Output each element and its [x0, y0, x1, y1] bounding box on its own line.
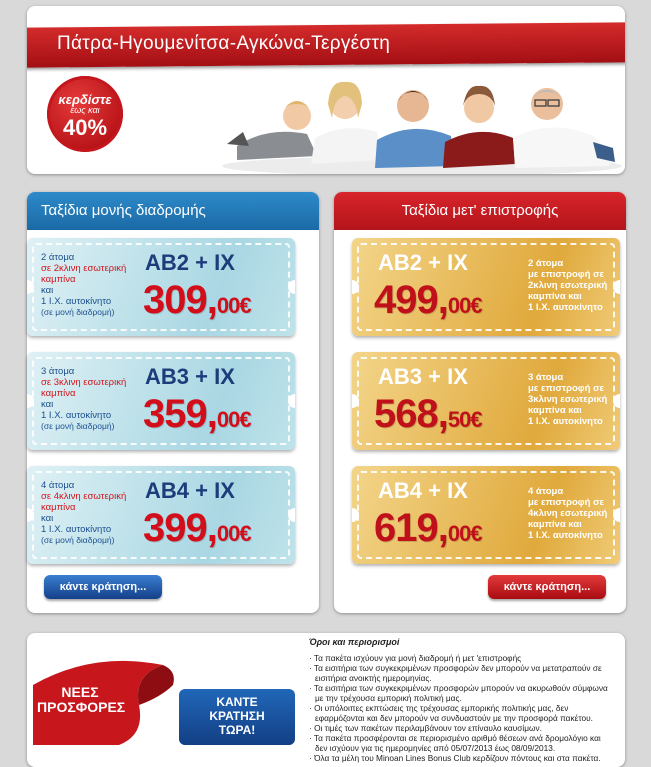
return-title: Ταξίδια μετ' επιστροφής [334, 192, 626, 230]
offer-car: 1 Ι.Χ. αυτοκίνητο [41, 524, 112, 535]
offer-persons: 2 άτομα [41, 252, 75, 263]
book-now-line2: ΚΡΑΤΗΣΗ [209, 709, 265, 723]
terms-title: Όροι και περιορισμοί [309, 637, 400, 647]
badge-text-win: κερδίστε [58, 92, 112, 107]
terms-item: · Οι υπόλοιπες εκπτώσεις της τρέχουσας εμπορικής πολιτικής μας, δεν εφαρμόζονται και δεν μπορούν να συνδυαστούν με την προσφορά πακέτου. [309, 703, 615, 723]
family-photo [217, 66, 625, 174]
offer-price: 399,00€ [143, 506, 251, 550]
terms-item: · Τα πακέτα ισχύουν για μονή διαδρομή ή μετ 'επιστροφής [309, 653, 615, 663]
return-offer-ab2[interactable] [352, 238, 620, 336]
offer-code: AB4 + IX [378, 478, 468, 503]
offer-note: (σε μονή διαδρομή) [41, 535, 115, 545]
offer-price: 619,00€ [374, 506, 482, 550]
offer-car: 1 Ι.Χ. αυτοκίνητο [41, 296, 112, 307]
offer-code: AB2 + IX [378, 250, 468, 275]
offer-description [528, 486, 616, 541]
offer-note: (σε μονή διαδρομή) [41, 421, 115, 431]
offer-cabin: με επιστροφή σε 2κλινη εσωτερική καμπίνα και [528, 269, 608, 302]
terms-item: · Τα πακέτα προσφέρονται σε περιορισμένο αριθμό θέσεων ανά δρομολόγιο και δεν ισχύουν για τις ημερομηνίες από 05/07/2013 έως 08/09/2013. [309, 733, 615, 753]
offer-description [528, 372, 616, 427]
book-now-line1: ΚΑΝΤΕ [216, 695, 258, 709]
return-offer-ab4[interactable] [352, 466, 620, 564]
offer-and: και [41, 399, 54, 410]
offer-cabin: με επιστροφή σε 4κλινη εσωτερική καμπίνα και [528, 497, 608, 530]
offer-description [41, 366, 151, 432]
one-way-offer-ab4[interactable] [27, 466, 295, 564]
offer-cabin: σε 3κλινη εσωτερική καμπίνα [41, 377, 127, 399]
offer-persons: 4 άτομα [41, 480, 75, 491]
offer-and: και [41, 513, 54, 524]
page-title: Πάτρα-Ηγουμενίτσα-Αγκώνα-Τεργέστη [57, 33, 391, 54]
one-way-book-button[interactable]: κάντε κράτηση... [44, 575, 162, 599]
return-offer-ab3[interactable] [352, 352, 620, 450]
return-book-button[interactable]: κάντε κράτηση... [488, 575, 606, 599]
new-offers-label [37, 684, 126, 715]
offer-price: 359,00€ [143, 392, 251, 436]
terms-section [309, 637, 615, 763]
bottom-banner [27, 633, 625, 767]
offer-cabin: σε 2κλινη εσωτερική καμπίνα [41, 263, 127, 285]
badge-percent: 40% [62, 115, 108, 140]
offer-car: 1 Ι.Χ. αυτοκίνητο [528, 416, 603, 427]
terms-list [309, 653, 615, 763]
offer-code: AB3 + IX [145, 364, 235, 389]
offer-description [528, 258, 616, 313]
offer-and: και [41, 285, 54, 296]
offer-persons: 3 άτομα [528, 372, 564, 383]
book-now-button[interactable] [179, 689, 295, 745]
offer-code: AB3 + IX [378, 364, 468, 389]
offer-description [41, 480, 151, 546]
terms-item: · Τα εισιτήρια των συγκεκριμένων προσφορών δεν μπορούν να μετατραπούν σε εισιτήρια ανοικτής ημερομηνίας. [309, 663, 615, 683]
terms-item: · Τα εισιτήρια των συγκεκριμένων προσφορών μπορούν να ακυρωθούν σύμφωνα με την τρέχουσα εμπορική πολιτική μας. [309, 683, 615, 703]
offer-cabin: σε 4κλινη εσωτερική καμπίνα [41, 491, 127, 513]
one-way-offer-ab2[interactable] [27, 238, 295, 336]
one-way-panel [27, 192, 319, 613]
discount-badge [47, 76, 123, 152]
offer-car: 1 Ι.Χ. αυτοκίνητο [528, 302, 603, 313]
badge-text-upto: έως και [70, 105, 100, 115]
header-banner [27, 6, 625, 174]
offer-price: 499,00€ [374, 278, 482, 322]
offer-price: 568,50€ [374, 392, 482, 436]
new-offers-line1: ΝΕΕΣ [61, 684, 99, 700]
terms-item: · Όλα τα μέλη του Minoan Lines Bonus Club κερδίζουν πόντους και στα πακέτα. [309, 753, 615, 763]
book-now-line3: ΤΩΡΑ! [218, 723, 256, 737]
offer-description [41, 252, 151, 318]
offer-code: AB2 + IX [145, 250, 235, 275]
offer-persons: 4 άτομα [528, 486, 564, 497]
return-panel [334, 192, 626, 613]
terms-item: · Οι τιμές των πακέτων περιλαμβάνουν τον επίναυλο καυσίμων. [309, 723, 615, 733]
offer-car: 1 Ι.Χ. αυτοκίνητο [41, 410, 112, 421]
one-way-title: Ταξίδια μονής διαδρομής [27, 192, 319, 230]
one-way-offer-ab3[interactable] [27, 352, 295, 450]
offer-price: 309,00€ [143, 278, 251, 322]
offer-note: (σε μονή διαδρομή) [41, 307, 115, 317]
offer-cabin: με επιστροφή σε 3κλινη εσωτερική καμπίνα και [528, 383, 608, 416]
offer-car: 1 Ι.Χ. αυτοκίνητο [528, 530, 603, 541]
offer-code: AB4 + IX [145, 478, 235, 503]
offer-persons: 2 άτομα [528, 258, 564, 269]
new-offers-line2: ΠΡΟΣΦΟΡΕΣ [37, 699, 126, 715]
offer-persons: 3 άτομα [41, 366, 75, 377]
